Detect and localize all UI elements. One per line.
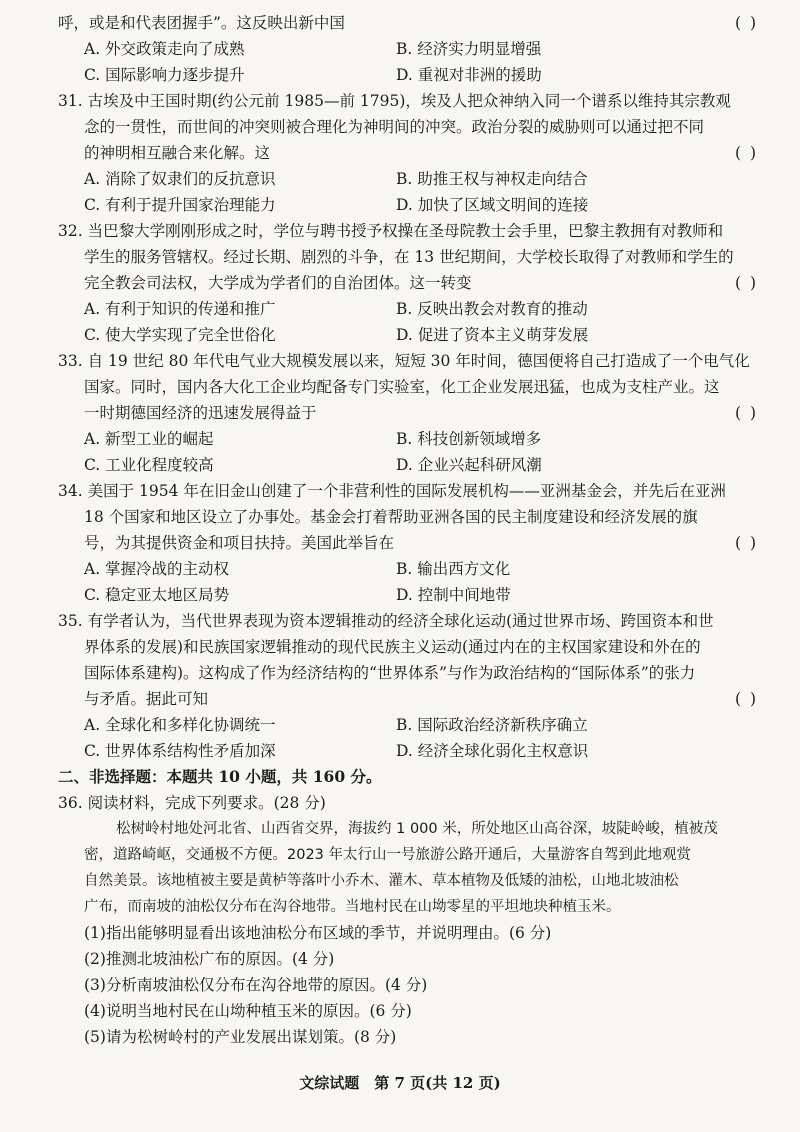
q36-subquestion: (1)指出能够明显看出该地油松分布区域的季节，并说明理由。(6 分) [84,924,552,942]
option-c: C. 国际影响力逐步提升 [84,66,245,84]
q32-line: 学生的服务管辖权。经过长期、剧烈的斗争，在 13 世纪期间，大学校长取得了对教师和学生的 [84,248,734,266]
q36-subquestion: (5)请为松树岭村的产业发展出谋划策。(8 分) [84,1028,397,1046]
q33-options-row2 [58,452,770,478]
q32-line [58,270,770,296]
q33-line: 国家。同时，国内各大化工企业均配备专门实验室，化工企业发展迅猛，也成为支柱产业。这 [84,378,720,396]
option-a: A. 全球化和多样化协调统一 [84,716,276,734]
option-c: C. 稳定亚太地区局势 [84,586,230,604]
option-a: A. 掌握冷战的主动权 [84,560,230,578]
option-d: D. 企业兴起科研风潮 [396,456,542,474]
answer-bracket: ( ) [734,14,758,32]
answer-bracket: ( ) [734,144,758,162]
option-a: A. 外交政策走向了成熟 [84,40,245,58]
option-b: B. 输出西方文化 [396,560,511,578]
page-footer: 文综试题 第 7 页(共 12 页) [299,1074,501,1092]
q31-line: 念的一贯性，而世间的冲突则被合理化为神明间的冲突。政治分裂的威胁则可以通过把不同 [84,118,705,136]
q31-options-row2 [58,192,770,218]
page-content [58,10,770,1050]
q36-head: 36. 阅读材料，完成下列要求。(28 分) [58,794,326,812]
q33-line [58,400,770,426]
q30-line1: 呼，或是和代表团握手”。这反映出新中国 [58,14,345,32]
q30-options-row2 [58,62,770,88]
answer-bracket: ( ) [734,404,758,422]
option-a: A. 消除了奴隶们的反抗意识 [84,170,276,188]
q31-line: 31. 古埃及中王国时期(约公元前 1985—前 1795)，埃及人把众神纳入同一个谱系以维持其宗教观 [58,92,731,110]
q34-line [58,530,770,556]
q36-subquestion: (2)推测北坡油松广布的原因。(4 分) [84,950,335,968]
q36-subquestion: (3)分析南坡油松仅分布在沟谷地带的原因。(4 分) [84,976,428,994]
q32-options-row2 [58,322,770,348]
q33-options-row1 [58,426,770,452]
q31-options-row1 [58,166,770,192]
q31-line3: 的神明相互融合来化解。这 [84,144,271,162]
q35-line: 国际体系建构)。这构成了作为经济结构的“世界体系”与作为政治结构的“国际体系”的张力 [84,664,696,682]
q31-line [58,140,770,166]
q30-options-row1 [58,36,770,62]
q36-material-line: 松树岭村地处河北省、山西省交界，海拔约 1 000 米，所处地区山高谷深，坡陡岭峻，植被茂 [116,821,718,837]
q35-line: 界体系的发展)和民族国家逻辑推动的现代民族主义运动(通过内在的主权国家建设和外在的 [84,638,701,656]
q34-options-row2 [58,582,770,608]
q35-options-row2 [58,738,770,764]
q36-material-line: 自然美景。该地植被主要是黄栌等落叶小乔木、灌木、草本植物及低矮的油松，山地北坡油松 [84,873,679,889]
q33-line: 33. 自 19 世纪 80 年代电气业大规模发展以来，短短 30 年时间，德国便将自己打造成了一个电气化 [58,352,750,370]
q34-line: 18 个国家和地区设立了办事处。基金会打着帮助亚洲各国的民主制度建设和经济发展的旗 [84,508,698,526]
option-b: B. 国际政治经济新秩序确立 [396,716,588,734]
option-d: D. 加快了区域文明间的连接 [396,196,589,214]
option-d: D. 促进了资本主义萌芽发展 [396,326,589,344]
q32-options-row1 [58,296,770,322]
option-b: B. 经济实力明显增强 [396,40,542,58]
option-d: D. 重视对非洲的援助 [396,66,542,84]
q32-line: 32. 当巴黎大学刚刚形成之时，学位与聘书授予权操在圣母院教士会手里，巴黎主教拥有对教师和 [58,222,724,240]
option-b: B. 反映出教会对教育的推动 [396,300,588,318]
q36-material-line: 密，道路崎岖，交通极不方便。2023 年太行山一号旅游公路开通后，大量游客自驾到此地观赏 [84,847,692,863]
q33-line3: 一时期德国经济的迅速发展得益于 [84,404,317,422]
q35-line [58,686,770,712]
option-a: A. 有利于知识的传递和推广 [84,300,276,318]
option-c: C. 使大学实现了完全世俗化 [84,326,276,344]
q35-options-row1 [58,712,770,738]
q35-line: 35. 有学者认为，当代世界表现为资本逻辑推动的经济全球化运动(通过世界市场、跨国资本和世 [58,612,714,630]
section-heading: 二、非选择题：本题共 10 小题，共 160 分。 [58,767,382,786]
answer-bracket: ( ) [734,690,758,708]
answer-bracket: ( ) [734,534,758,552]
option-c: C. 工业化程度较高 [84,456,214,474]
option-b: B. 助推王权与神权走向结合 [396,170,588,188]
answer-bracket: ( ) [734,274,758,292]
q34-line: 34. 美国于 1954 年在旧金山创建了一个非营利性的国际发展机构——亚洲基金会，并先后在亚洲 [58,482,726,500]
option-d: D. 经济全球化弱化主权意识 [396,742,589,760]
option-c: C. 有利于提升国家治理能力 [84,196,276,214]
q34-line3: 号，为其提供资金和项目扶持。美国此举旨在 [84,534,395,552]
q34-options-row1 [58,556,770,582]
q36-subquestion: (4)说明当地村民在山坳种植玉米的原因。(6 分) [84,1002,412,1020]
q32-line3: 完全教会司法权，大学成为学者们的自治团体。这一转变 [84,274,472,292]
q30-stem [58,10,770,36]
option-c: C. 世界体系结构性矛盾加深 [84,742,276,760]
q36-material-line: 广布，而南坡的油松仅分布在沟谷地带。当地村民在山坳零星的平坦地块种植玉米。 [84,899,621,915]
option-a: A. 新型工业的崛起 [84,430,214,448]
option-b: B. 科技创新领域增多 [396,430,542,448]
q35-line4: 与矛盾。据此可知 [84,690,209,708]
option-d: D. 控制中间地带 [396,586,511,604]
